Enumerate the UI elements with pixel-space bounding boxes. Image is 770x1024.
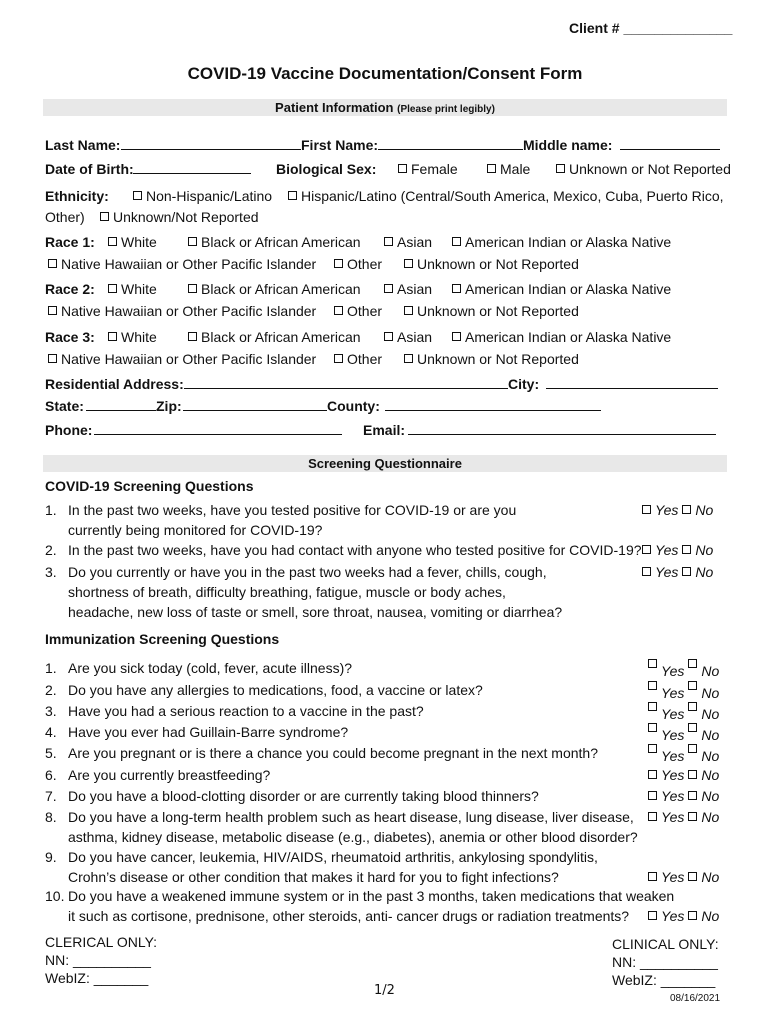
checkbox[interactable] [108, 284, 117, 293]
option-label: Native Hawaiian or Other Pacific Islander [61, 303, 317, 319]
checkbox[interactable] [108, 332, 117, 341]
phone-field[interactable] [94, 422, 342, 435]
no-checkbox[interactable] [682, 505, 691, 514]
ethnicity-non-hispanic[interactable]: Non-Hispanic/Latino [133, 188, 272, 204]
clerical-nn: NN: __________ [45, 952, 151, 968]
yes-label: Yes [661, 767, 685, 783]
sex-female-option[interactable]: Female [398, 161, 458, 177]
no-label: No [701, 706, 720, 722]
yes-checkbox[interactable] [648, 681, 657, 690]
checkbox[interactable] [384, 284, 393, 293]
immunization-question-number: 7. [45, 788, 57, 804]
no-label: No [701, 869, 720, 885]
option-label: Unknown or Not Reported [417, 303, 579, 319]
checkbox[interactable] [334, 306, 343, 315]
client-number: Client # ______________ [569, 20, 733, 36]
immunization-question-number: 3. [45, 703, 57, 719]
option-label: American Indian or Alaska Native [465, 234, 672, 250]
checkbox[interactable] [452, 284, 461, 293]
residential-address-field[interactable] [184, 376, 508, 389]
checkbox[interactable] [48, 306, 57, 315]
race-2-unknown[interactable] [404, 303, 579, 319]
immunization-question-text: asthma, kidney disease, metabolic disease (e.g., diabetes), anemia or other blood disorder? [68, 829, 638, 845]
immunization-q7-yes-no [648, 788, 719, 804]
option-label: Asian [397, 281, 433, 297]
checkbox[interactable] [487, 164, 496, 173]
immunization-q4-yes-no [648, 723, 719, 743]
yes-label: Yes [661, 748, 685, 764]
yes-label: Yes [661, 869, 685, 885]
page-number: 1/2 [374, 983, 395, 998]
yes-checkbox[interactable] [648, 791, 657, 800]
no-label: No [701, 908, 720, 924]
option-label: Native Hawaiian or Other Pacific Islander [61, 256, 317, 272]
race-2-asian[interactable] [384, 281, 432, 297]
last-name-field[interactable] [121, 137, 301, 150]
covid-q3-yes-no [642, 564, 713, 580]
race-1-white[interactable] [108, 234, 157, 250]
last-name-label: Last Name: [45, 137, 121, 153]
race-1-black[interactable] [188, 234, 361, 250]
race-2-label: Race 2: [45, 281, 95, 297]
immunization-q8-yes-no [648, 809, 719, 825]
no-label: No [701, 727, 720, 743]
checkbox[interactable] [48, 354, 57, 363]
yes-label: Yes [661, 706, 685, 722]
patient-info-bar [43, 99, 727, 116]
immunization-question-text: it such as cortisone, prednisone, other steroids, anti- cancer drugs or radiation treatments? [68, 908, 630, 924]
dob-label: Date of Birth: [45, 161, 134, 177]
no-label: No [701, 748, 720, 764]
checkbox[interactable] [188, 284, 197, 293]
race-3-white[interactable] [108, 329, 157, 345]
option-label: Black or African American [201, 281, 361, 297]
clerical-title: CLERICAL ONLY: [45, 934, 158, 950]
no-label: No [701, 767, 720, 783]
screening-bar: Screening Questionnaire [43, 455, 727, 472]
immunization-question-number: 2. [45, 682, 57, 698]
immunization-question-text: Have you ever had Guillain-Barre syndrome? [68, 724, 349, 740]
covid-q2-yes-no [642, 542, 713, 558]
yes-checkbox[interactable] [648, 659, 657, 668]
checkbox[interactable] [108, 237, 117, 246]
race-3-hawaiian[interactable] [48, 351, 316, 367]
ethnicity-hispanic-cont: Other) [45, 209, 85, 225]
no-checkbox[interactable] [688, 872, 697, 881]
no-checkbox[interactable] [688, 744, 697, 753]
no-label: No [701, 685, 720, 701]
form-date: 08/16/2021 [670, 993, 721, 1004]
covid-question-text: Do you currently or have you in the past two weeks had a fever, chills, cough, [68, 564, 547, 580]
checkbox[interactable] [288, 191, 297, 200]
no-checkbox[interactable] [688, 791, 697, 800]
first-name-field[interactable] [378, 137, 523, 150]
immunization-question-number: 1. [45, 660, 57, 676]
checkbox[interactable] [48, 259, 57, 268]
race-1-unknown[interactable] [404, 256, 579, 272]
immunization-question-number: 4. [45, 724, 57, 740]
no-label: No [695, 542, 714, 558]
covid-question-text: currently being monitored for COVID-19? [68, 522, 323, 538]
phone-label: Phone: [45, 422, 93, 438]
first-name-label: First Name: [301, 137, 379, 153]
clinical-title: CLINICAL ONLY: [612, 936, 719, 952]
checkbox[interactable] [384, 332, 393, 341]
race-3-black[interactable] [188, 329, 361, 345]
state-label: State: [45, 398, 84, 414]
clerical-only-block [45, 933, 157, 987]
middle-name-label: Middle name: [523, 137, 613, 153]
race-3-asian[interactable] [384, 329, 432, 345]
checkbox[interactable] [404, 259, 413, 268]
sex-male-option[interactable]: Male [487, 161, 530, 177]
checkbox[interactable] [556, 164, 565, 173]
race-2-white[interactable] [108, 281, 157, 297]
immunization-question-text: Crohn’s disease or other condition that makes it hard for you to fight infections? [68, 869, 559, 885]
yes-checkbox[interactable] [648, 770, 657, 779]
immunization-question-text: Are you pregnant or is there a chance you could become pregnant in the next month? [68, 745, 599, 761]
immunization-q6-yes-no [648, 767, 719, 783]
race-1-hawaiian[interactable] [48, 256, 316, 272]
immunization-q9-yes-no [648, 869, 719, 885]
city-label: City: [508, 376, 540, 392]
race-2-hawaiian[interactable] [48, 303, 316, 319]
page-title: COVID-19 Vaccine Documentation/Consent Form [187, 64, 583, 83]
email-label: Email: [363, 422, 406, 438]
zip-label: Zip: [156, 398, 182, 414]
checkbox[interactable] [100, 212, 109, 221]
checkbox[interactable] [188, 237, 197, 246]
option-label: Other [347, 303, 383, 319]
city-field[interactable] [546, 376, 718, 389]
yes-checkbox[interactable] [648, 872, 657, 881]
option-label: White [121, 234, 157, 250]
patient-info-title: Patient Information [275, 100, 394, 115]
immunization-question-text: Have you had a serious reaction to a vaccine in the past? [68, 703, 424, 719]
county-label: County: [327, 398, 380, 414]
yes-label: Yes [655, 564, 679, 580]
race-2-other[interactable] [334, 303, 382, 319]
zip-field[interactable] [183, 398, 327, 411]
no-checkbox[interactable] [682, 567, 691, 576]
sex-label: Biological Sex: [276, 161, 377, 177]
race-1-asian[interactable] [384, 234, 432, 250]
no-checkbox[interactable] [688, 770, 697, 779]
yes-checkbox[interactable] [642, 567, 651, 576]
clinical-nn: NN: __________ [612, 954, 718, 970]
checkbox[interactable] [133, 191, 142, 200]
no-checkbox[interactable] [688, 812, 697, 821]
checkbox[interactable] [404, 306, 413, 315]
immunization-question-text: Do you have a long-term health problem such as heart disease, lung disease, liver disease, [68, 809, 634, 825]
covid-question-text: shortness of breath, difficulty breathing, fatigue, muscle or body aches, [68, 584, 506, 600]
checkbox[interactable] [398, 164, 407, 173]
immunization-question-text: Do you have a weakened immune system or in the past 3 months, taken medications that weaken [68, 888, 675, 904]
yes-label: Yes [661, 727, 685, 743]
yes-label: Yes [655, 542, 679, 558]
covid-screening-heading: COVID-19 Screening Questions [45, 478, 254, 494]
clinical-only-block [612, 935, 719, 989]
race-3-label: Race 3: [45, 329, 95, 345]
ethnicity-unknown[interactable]: Unknown/Not Reported [100, 209, 259, 225]
immunization-question-text: Do you have cancer, leukemia, HIV/AIDS, rheumatoid arthritis, ankylosing spondylitis, [68, 849, 598, 865]
state-field[interactable] [86, 398, 156, 411]
race-1-american-indian[interactable] [452, 234, 671, 250]
race-3-other[interactable] [334, 351, 382, 367]
yes-checkbox[interactable] [642, 505, 651, 514]
option-label: Black or African American [201, 329, 361, 345]
covid-question-number: 1. [45, 502, 57, 518]
yes-checkbox[interactable] [648, 702, 657, 711]
no-checkbox[interactable] [682, 545, 691, 554]
checkbox[interactable] [452, 237, 461, 246]
covid-question-number: 3. [45, 564, 57, 580]
immunization-screening-heading: Immunization Screening Questions [45, 631, 280, 647]
covid-question-text: In the past two weeks, have you tested positive for COVID-19 or are you [68, 502, 517, 518]
race-2-american-indian[interactable] [452, 281, 671, 297]
immunization-question-text: Do you have a blood-clotting disorder or are currently taking blood thinners? [68, 788, 539, 804]
immunization-question-number: 9. [45, 849, 57, 865]
ethnicity-label: Ethnicity: [45, 188, 109, 204]
immunization-question-text: Are you sick today (cold, fever, acute illness)? [68, 660, 353, 676]
immunization-q3-yes-no [648, 702, 719, 722]
option-label: Asian [397, 234, 433, 250]
immunization-q5-yes-no [648, 744, 719, 764]
covid-q1-yes-no [642, 502, 713, 518]
checkbox[interactable] [404, 354, 413, 363]
dob-field[interactable] [133, 161, 251, 174]
patient-info-note: (Please print legibly) [397, 104, 495, 115]
option-label: Other [347, 256, 383, 272]
option-label: Unknown or Not Reported [417, 256, 579, 272]
checkbox[interactable] [334, 354, 343, 363]
checkbox[interactable] [384, 237, 393, 246]
immunization-question-text: Do you have any allergies to medications, food, a vaccine or latex? [68, 682, 483, 698]
yes-label: Yes [655, 502, 679, 518]
option-label: Black or African American [201, 234, 361, 250]
option-label: Asian [397, 329, 433, 345]
no-label: No [695, 502, 714, 518]
immunization-q10-yes-no [648, 908, 719, 924]
county-field[interactable] [385, 398, 601, 411]
no-checkbox[interactable] [688, 702, 697, 711]
clerical-webiz: WebIZ: _______ [45, 970, 149, 986]
immunization-q1-yes-no [648, 659, 719, 679]
yes-label: Yes [661, 809, 685, 825]
no-checkbox[interactable] [688, 911, 697, 920]
yes-checkbox[interactable] [648, 723, 657, 732]
yes-checkbox[interactable] [648, 911, 657, 920]
sex-unknown-option[interactable]: Unknown or Not Reported [556, 161, 731, 177]
immunization-question-number: 5. [45, 745, 57, 761]
yes-label: Yes [661, 685, 685, 701]
immunization-question-number: 6. [45, 767, 57, 783]
no-label: No [701, 788, 720, 804]
yes-label: Yes [661, 908, 685, 924]
yes-checkbox[interactable] [642, 545, 651, 554]
option-label: Other [347, 351, 383, 367]
immunization-question-text: Are you currently breastfeeding? [68, 767, 271, 783]
race-2-black[interactable] [188, 281, 361, 297]
no-checkbox[interactable] [688, 723, 697, 732]
covid-question-text: In the past two weeks, have you had contact with anyone who tested positive for COVID-19? [68, 542, 642, 558]
yes-checkbox[interactable] [648, 812, 657, 821]
option-label: White [121, 281, 157, 297]
middle-name-field[interactable] [620, 137, 720, 150]
no-label: No [701, 809, 720, 825]
checkbox[interactable] [334, 259, 343, 268]
race-3-american-indian[interactable] [452, 329, 671, 345]
checkbox[interactable] [188, 332, 197, 341]
option-label: American Indian or Alaska Native [465, 329, 672, 345]
ethnicity-hispanic[interactable]: Hispanic/Latino (Central/South America, Mexico, Cuba, Puerto Rico, [288, 188, 724, 204]
option-label: Native Hawaiian or Other Pacific Islander [61, 351, 317, 367]
race-1-label: Race 1: [45, 234, 95, 250]
immunization-question-number: 8. [45, 809, 57, 825]
checkbox[interactable] [452, 332, 461, 341]
immunization-q2-yes-no [648, 681, 719, 701]
no-label: No [701, 663, 720, 679]
option-label: Unknown or Not Reported [417, 351, 579, 367]
no-checkbox[interactable] [688, 659, 697, 668]
residential-address-label: Residential Address: [45, 376, 184, 392]
race-3-unknown[interactable] [404, 351, 579, 367]
no-label: No [695, 564, 714, 580]
race-1-other[interactable] [334, 256, 382, 272]
immunization-question-number: 10. [45, 888, 65, 904]
option-label: American Indian or Alaska Native [465, 281, 672, 297]
no-checkbox[interactable] [688, 681, 697, 690]
yes-label: Yes [661, 663, 685, 679]
clinical-webiz: WebIZ: _______ [612, 972, 716, 988]
covid-question-number: 2. [45, 542, 57, 558]
yes-label: Yes [661, 788, 685, 804]
covid-question-text: headache, new loss of taste or smell, sore throat, nausea, vomiting or diarrhea? [68, 604, 563, 620]
yes-checkbox[interactable] [648, 744, 657, 753]
email-field[interactable] [408, 422, 716, 435]
option-label: White [121, 329, 157, 345]
